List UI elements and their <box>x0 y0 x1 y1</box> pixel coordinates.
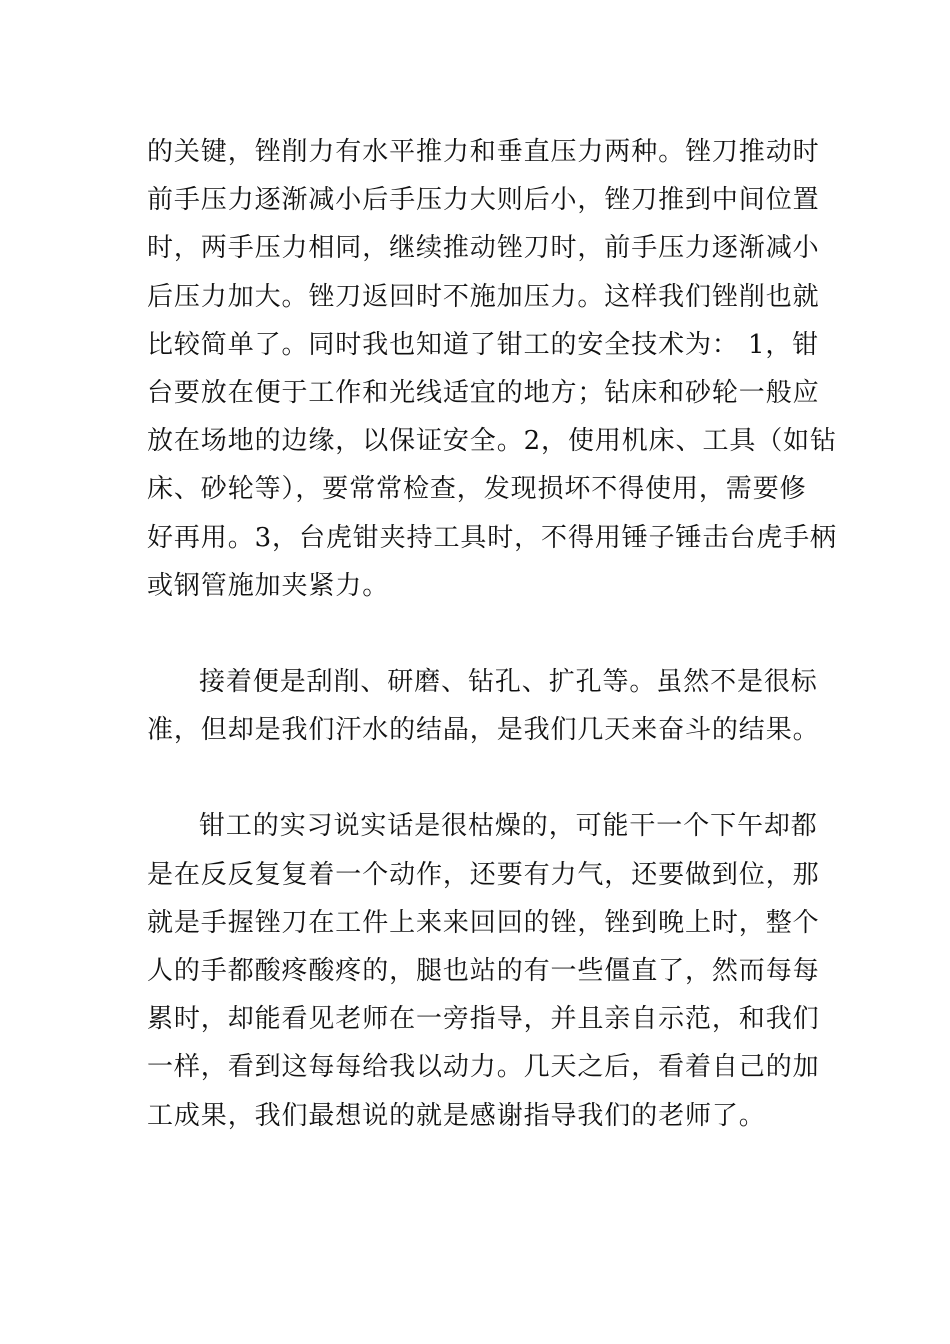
text-line: 就是手握锉刀在工件上来来回回的锉，锉到晚上时，整个 <box>147 907 820 938</box>
text-line: 床、砂轮等），要常常检查，发现损坏不得使用，需要修 <box>147 474 807 505</box>
text-line: 前手压力逐渐减小后手压力大则后小，锉刀推到中间位置 <box>147 185 820 216</box>
text-line: 钳工的实习说实话是很枯燥的，可能干一个下午却都 <box>199 811 818 842</box>
text-line: 或钢管施加夹紧力。 <box>147 570 390 601</box>
text-line: 好再用。3，台虎钳夹持工具时，不得用锤子锤击台虎手柄 <box>147 522 837 553</box>
text-line: 累时，却能看见老师在一旁指导，并且亲自示范，和我们 <box>147 1004 820 1035</box>
text-line: 人的手都酸疼酸疼的，腿也站的有一些僵直了，然而每每 <box>147 956 820 987</box>
text-line: 工成果，我们最想说的就是感谢指导我们的老师了。 <box>147 1100 766 1131</box>
text-line: 后压力加大。锉刀返回时不施加压力。这样我们锉削也就 <box>147 281 820 312</box>
paragraph-reflection <box>147 802 820 1139</box>
text-line: 是在反反复复着一个动作，还要有力气，还要做到位，那 <box>147 859 820 890</box>
text-line: 一样，看到这每每给我以动力。几天之后，看着自己的加 <box>147 1052 820 1083</box>
text-line: 的关键，锉削力有水平推力和垂直压力两种。锉刀推动时 <box>147 137 820 167</box>
text-line: 时，两手压力相同，继续推动锉刀时，前手压力逐渐减小 <box>147 233 820 264</box>
text-line: 台要放在便于工作和光线适宜的地方；钻床和砂轮一般应 <box>147 378 820 409</box>
paragraph-spacer <box>147 610 815 658</box>
text-line: 接着便是刮削、研磨、钻孔、扩孔等。虽然不是很标 <box>199 667 818 698</box>
text-line: 准，但却是我们汗水的结晶，是我们几天来奋斗的结果。 <box>147 715 820 746</box>
text-line: 比较简单了。同时我也知道了钳工的安全技术为： 1，钳 <box>147 329 820 360</box>
paragraph-continued <box>147 128 837 610</box>
paragraph-spacer <box>147 754 815 802</box>
text-line: 放在场地的边缘，以保证安全。2，使用机床、工具（如钻 <box>147 426 837 457</box>
document-body <box>147 128 837 1140</box>
paragraph-scraping <box>147 658 820 754</box>
